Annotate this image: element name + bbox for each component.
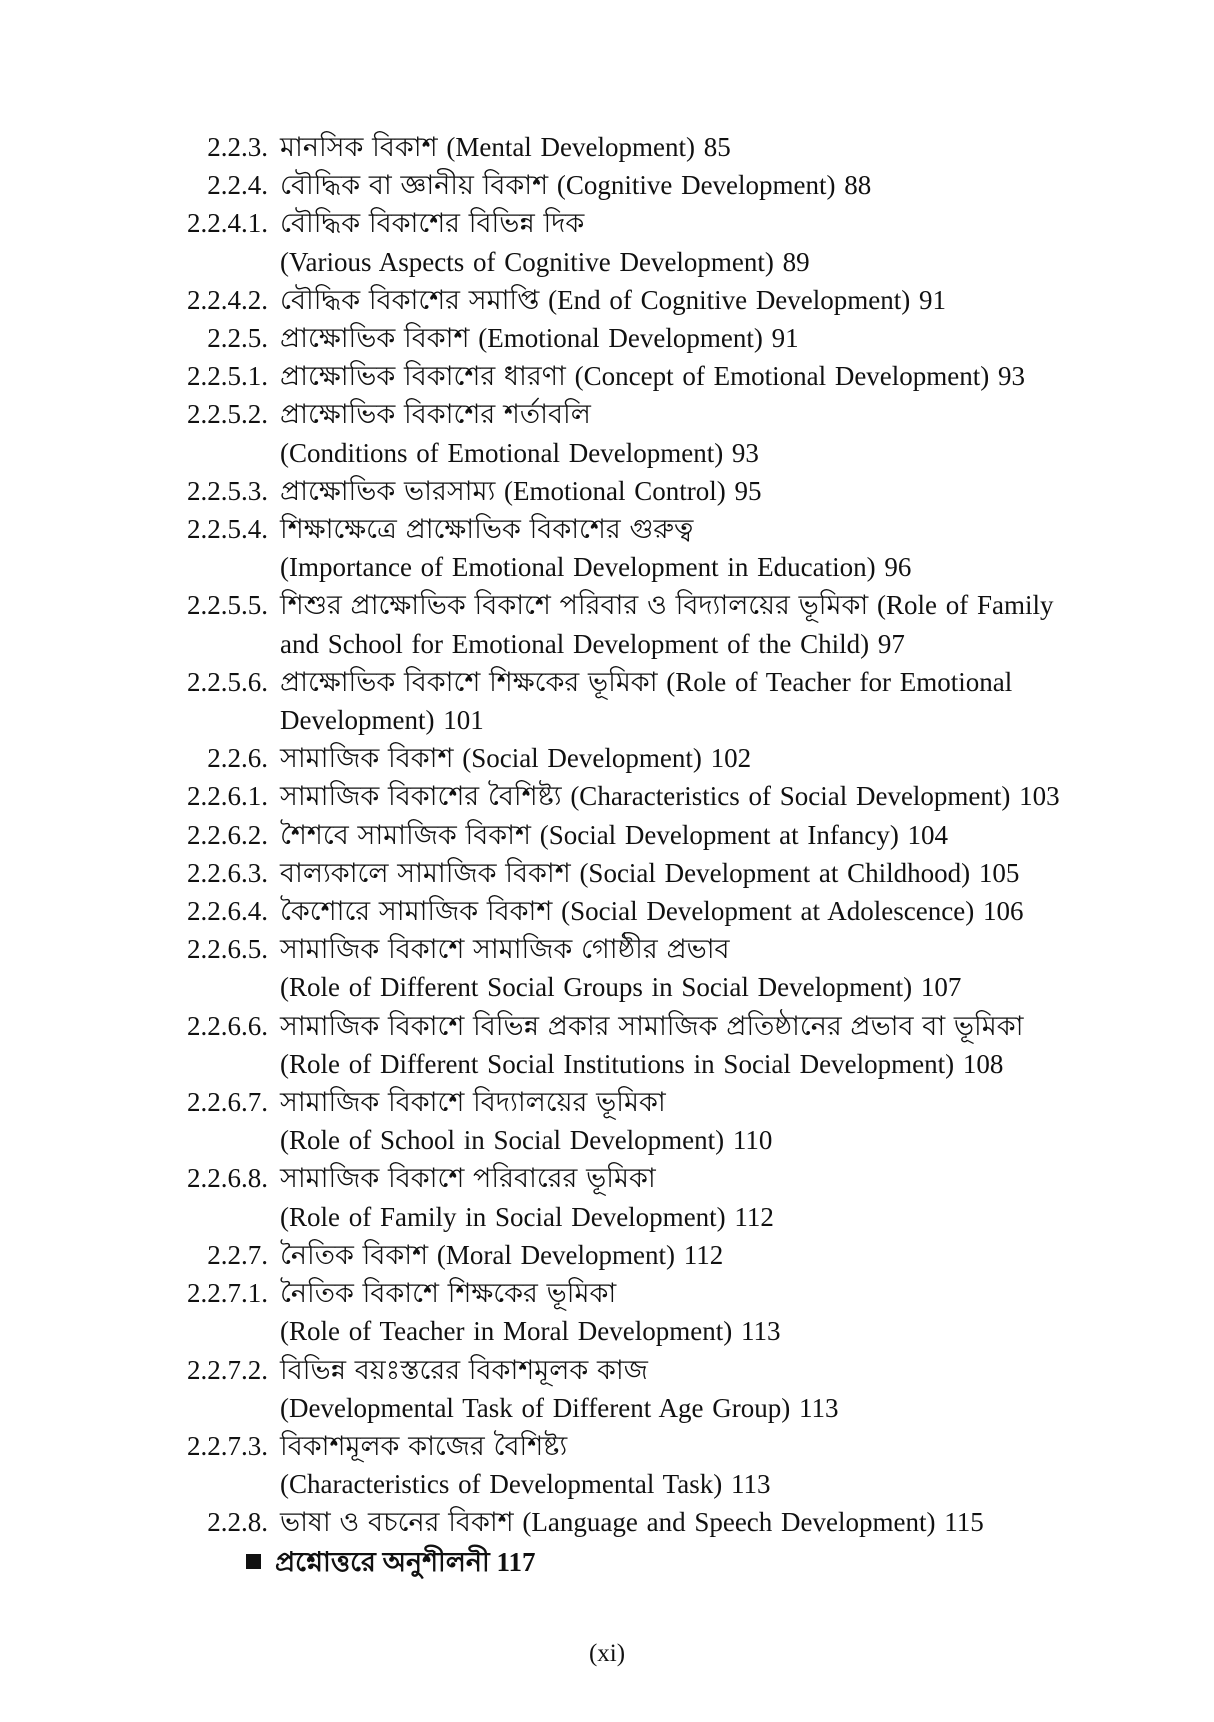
toc-entry-line: সামাজিক বিকাশ (Social Development) 102 bbox=[280, 743, 752, 774]
toc-entry-number: 2.2.6.6. bbox=[187, 1010, 268, 1041]
toc-entry-text bbox=[280, 1159, 1060, 1235]
toc-entry bbox=[0, 281, 1214, 319]
toc-entry-line: সামাজিক বিকাশে পরিবারের ভূমিকা bbox=[280, 1163, 656, 1194]
toc-entry-line: প্রাক্ষোভিক ভারসাম্য (Emotional Control) 95 bbox=[280, 475, 762, 506]
toc-entry bbox=[0, 1007, 1214, 1083]
toc-entry-line: প্রাক্ষোভিক বিকাশে শিক্ষকের ভূমিকা (Role of Teacher for Emotional bbox=[280, 666, 1013, 697]
toc-entry-line: (Characteristics of Developmental Task) 113 bbox=[280, 1469, 771, 1500]
toc-entry-text bbox=[280, 1274, 1060, 1350]
toc-entry-number: 2.2.6.5. bbox=[187, 934, 268, 965]
toc-entry bbox=[0, 586, 1214, 662]
toc-entry-text bbox=[280, 1236, 1060, 1274]
toc-entry-line: ভাষা ও বচনের বিকাশ (Language and Speech Development) 115 bbox=[280, 1507, 984, 1538]
toc-entry-number: 2.2.5.5. bbox=[187, 590, 268, 621]
toc-entry bbox=[0, 854, 1214, 892]
toc-entry-number: 2.2.6.8. bbox=[187, 1163, 268, 1194]
toc-entry-text bbox=[280, 204, 1060, 280]
toc-entry-text bbox=[280, 395, 1060, 471]
toc-entry-line: নৈতিক বিকাশ (Moral Development) 112 bbox=[280, 1239, 724, 1270]
toc-entry bbox=[0, 319, 1214, 357]
toc-entry-text bbox=[280, 319, 1060, 357]
toc-entry-text bbox=[280, 510, 1060, 586]
toc-entry bbox=[0, 739, 1214, 777]
toc-entry-line: বৌদ্ধিক বিকাশের সমাপ্তি (End of Cognitive Development) 91 bbox=[280, 284, 947, 315]
toc-entry-line: (Role of School in Social Development) 110 bbox=[280, 1125, 773, 1156]
toc-entry-text bbox=[280, 1503, 1060, 1541]
toc-entry-text bbox=[280, 854, 1060, 892]
toc-entry bbox=[0, 930, 1214, 1006]
toc-entry bbox=[0, 166, 1214, 204]
toc-entry-number: 2.2.6.1. bbox=[187, 781, 268, 812]
toc-entry-text bbox=[280, 930, 1060, 1006]
toc-entry-text bbox=[280, 739, 1060, 777]
toc-entry-text bbox=[280, 1083, 1060, 1159]
toc-entry-text bbox=[280, 663, 1060, 739]
toc-entry-text bbox=[280, 472, 1060, 510]
toc-entry bbox=[0, 1274, 1214, 1350]
toc-entry-text bbox=[280, 281, 1060, 319]
toc-entry-line: (Role of Family in Social Development) 112 bbox=[280, 1201, 774, 1232]
toc-entry-line: (Developmental Task of Different Age Group) 113 bbox=[280, 1392, 839, 1423]
toc-entry-number: 2.2.5.6. bbox=[187, 666, 268, 697]
toc-entry-line: বিভিন্ন বয়ঃস্তরের বিকাশমূলক কাজ bbox=[280, 1354, 648, 1385]
square-bullet-icon bbox=[246, 1554, 261, 1569]
toc-entry bbox=[0, 1351, 1214, 1427]
toc-entry-line: প্রাক্ষোভিক বিকাশের শর্তাবলি bbox=[280, 399, 591, 430]
toc-entry-line: (Various Aspects of Cognitive Development) 89 bbox=[280, 246, 810, 277]
toc-entry bbox=[0, 892, 1214, 930]
toc-entry bbox=[0, 357, 1214, 395]
toc-entry bbox=[0, 777, 1214, 815]
toc-entry bbox=[0, 1159, 1214, 1235]
toc-entry bbox=[0, 204, 1214, 280]
toc-entry-line: বৌদ্ধিক বা জ্ঞানীয় বিকাশ (Cognitive Development) 88 bbox=[280, 170, 872, 201]
toc-entry bbox=[0, 816, 1214, 854]
toc-entry-number: 2.2.8. bbox=[207, 1507, 268, 1538]
toc-entry-number: 2.2.6.4. bbox=[187, 896, 268, 927]
toc-entry-line: Development) 101 bbox=[280, 705, 484, 736]
toc-entry bbox=[0, 128, 1214, 166]
toc-entry-number: 2.2.4.1. bbox=[187, 208, 268, 239]
toc-entry-text bbox=[280, 128, 1060, 166]
toc-entry bbox=[0, 395, 1214, 471]
toc-entry-text bbox=[280, 166, 1060, 204]
toc-entry-line: সামাজিক বিকাশে বিদ্যালয়ের ভূমিকা bbox=[280, 1087, 666, 1118]
toc-entry-line: (Role of Different Social Institutions in Social Development) 108 bbox=[280, 1048, 1004, 1079]
toc-entry-number: 2.2.5.3. bbox=[187, 475, 268, 506]
toc-entry-text bbox=[280, 892, 1060, 930]
toc-entry-line: and School for Emotional Development of the Child) 97 bbox=[280, 628, 905, 659]
toc-entry-line: কৈশোরে সামাজিক বিকাশ (Social Development at Adolescence) 106 bbox=[280, 896, 1024, 927]
toc-entry-line: প্রাক্ষোভিক বিকাশ (Emotional Development) 91 bbox=[280, 323, 799, 354]
toc-entry bbox=[0, 663, 1214, 739]
toc-entry-number: 2.2.6. bbox=[207, 743, 268, 774]
toc-entry-text bbox=[280, 1007, 1060, 1083]
final-toc-entry-text: প্রশ্নোত্তরে অনুশীলনী 117 bbox=[275, 1546, 536, 1577]
toc-entry-line: শিক্ষাক্ষেত্রে প্রাক্ষোভিক বিকাশের গুরুত্ব bbox=[280, 514, 694, 545]
toc-entry-text bbox=[280, 777, 1060, 815]
toc-entry-number: 2.2.5. bbox=[207, 323, 268, 354]
toc-entry-number: 2.2.7. bbox=[207, 1239, 268, 1270]
toc-entry-number: 2.2.7.3. bbox=[187, 1430, 268, 1461]
toc-entry bbox=[0, 510, 1214, 586]
toc-entry-number: 2.2.5.2. bbox=[187, 399, 268, 430]
final-toc-entry bbox=[246, 1542, 1214, 1582]
toc-entry-number: 2.2.7.1. bbox=[187, 1278, 268, 1309]
toc-entry-number: 2.2.7.2. bbox=[187, 1354, 268, 1385]
toc-entry-number: 2.2.6.2. bbox=[187, 819, 268, 850]
toc-entry bbox=[0, 1236, 1214, 1274]
toc-entry-number: 2.2.4. bbox=[207, 170, 268, 201]
toc-entry-number: 2.2.5.1. bbox=[187, 361, 268, 392]
toc-entry-line: (Conditions of Emotional Development) 93 bbox=[280, 437, 759, 468]
page-number: (xi) bbox=[588, 1640, 626, 1667]
toc-entry bbox=[0, 1427, 1214, 1503]
toc-entry-line: বাল্যকালে সামাজিক বিকাশ (Social Development at Childhood) 105 bbox=[280, 857, 1020, 888]
toc-entry bbox=[0, 1083, 1214, 1159]
toc-entry-text bbox=[280, 586, 1060, 662]
toc-entry-number: 2.2.3. bbox=[207, 132, 268, 162]
toc-entry-line: সামাজিক বিকাশে বিভিন্ন প্রকার সামাজিক প্রতিষ্ঠানের প্রভাব বা ভূমিকা bbox=[280, 1010, 1024, 1041]
toc-entry-line: (Role of Teacher in Moral Development) 113 bbox=[280, 1316, 781, 1347]
toc-entry bbox=[0, 472, 1214, 510]
toc-entry-line: বৌদ্ধিক বিকাশের বিভিন্ন দিক bbox=[280, 208, 585, 239]
table-of-contents bbox=[0, 128, 1214, 1582]
toc-entry-line: (Role of Different Social Groups in Social Development) 107 bbox=[280, 972, 962, 1003]
toc-entry-text bbox=[280, 816, 1060, 854]
toc-entry-line: সামাজিক বিকাশের বৈশিষ্ট্য (Characteristics of Social Development) 103 bbox=[280, 781, 1060, 812]
toc-entry-line: (Importance of Emotional Development in Education) 96 bbox=[280, 552, 912, 583]
toc-entry-line: নৈতিক বিকাশে শিক্ষকের ভূমিকা bbox=[280, 1278, 617, 1309]
toc-entry-line: সামাজিক বিকাশে সামাজিক গোষ্ঠীর প্রভাব bbox=[280, 934, 730, 965]
toc-entry-text bbox=[280, 357, 1060, 395]
toc-entry-line: প্রাক্ষোভিক বিকাশের ধারণা (Concept of Emotional Development) 93 bbox=[280, 361, 1026, 392]
toc-entry-number: 2.2.6.3. bbox=[187, 857, 268, 888]
toc-entry-text bbox=[280, 1351, 1060, 1427]
toc-entry-line: শিশুর প্রাক্ষোভিক বিকাশে পরিবার ও বিদ্যালয়ের ভূমিকা (Role of Family bbox=[280, 590, 1054, 621]
toc-entry-text bbox=[280, 1427, 1060, 1503]
toc-entry-line: মানসিক বিকাশ (Mental Development) 85 bbox=[280, 132, 731, 162]
toc-entry-number: 2.2.4.2. bbox=[187, 284, 268, 315]
toc-entry-line: শৈশবে সামাজিক বিকাশ (Social Development at Infancy) 104 bbox=[280, 819, 949, 850]
toc-entry-number: 2.2.6.7. bbox=[187, 1087, 268, 1118]
toc-entry-number: 2.2.5.4. bbox=[187, 514, 268, 545]
toc-entry bbox=[0, 1503, 1214, 1541]
toc-entry-line: বিকাশমূলক কাজের বৈশিষ্ট্য bbox=[280, 1430, 568, 1461]
